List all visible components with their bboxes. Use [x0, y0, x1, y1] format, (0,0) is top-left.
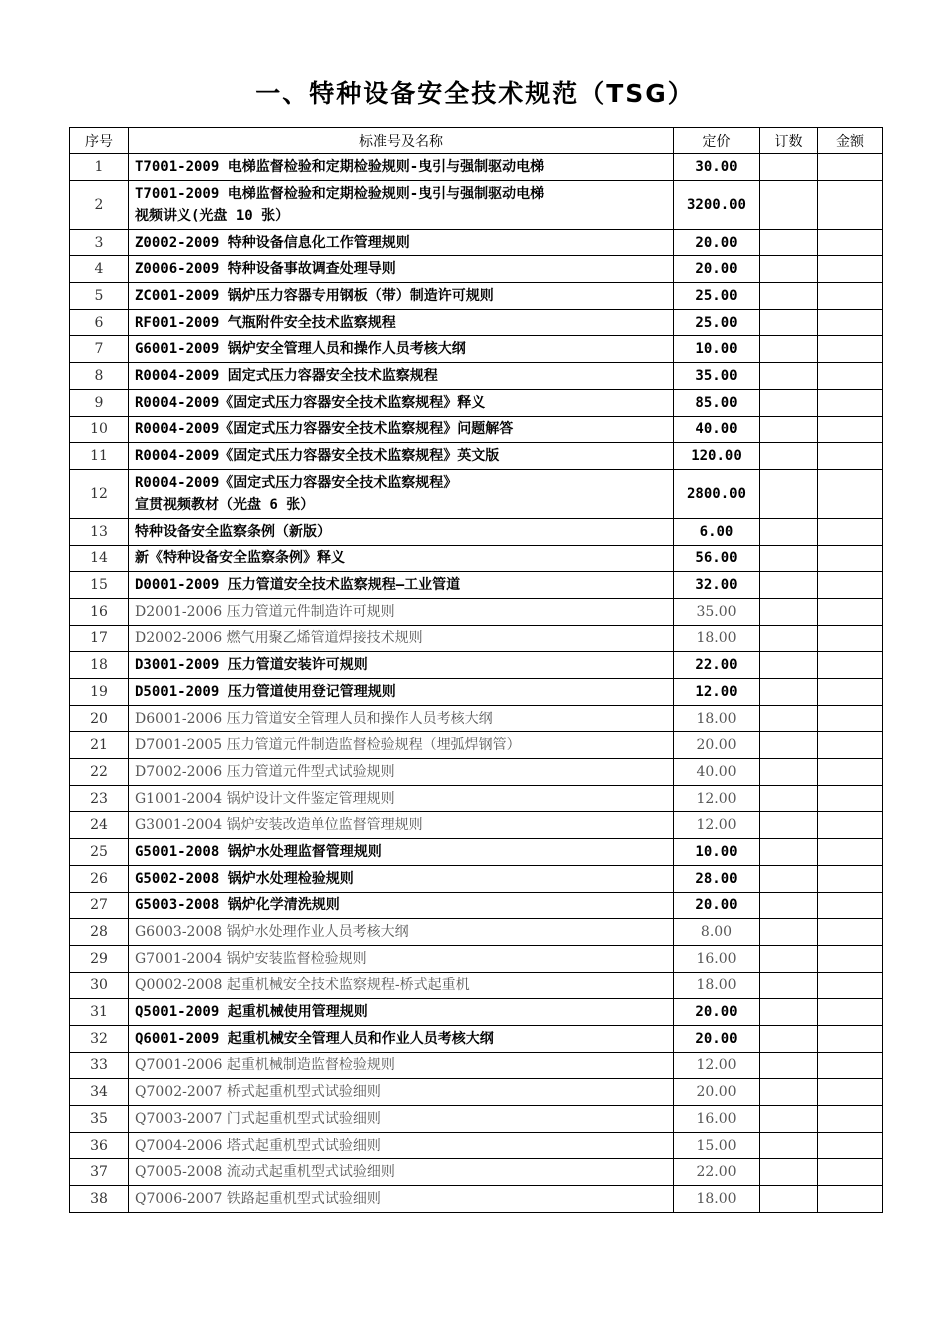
quantity-cell[interactable]: [760, 785, 818, 812]
amount-cell[interactable]: [818, 229, 883, 256]
amount-cell[interactable]: [818, 572, 883, 599]
table-row: [70, 812, 883, 839]
header-no: 序号: [70, 128, 129, 154]
standard-name-line: G6001-2009 锅炉安全管理人员和操作人员考核大纲: [135, 341, 466, 358]
standard-name: [129, 652, 674, 679]
standard-name-line: Z0006-2009 特种设备事故调查处理导则: [135, 261, 396, 278]
table-row: [70, 839, 883, 866]
table-row: [70, 469, 883, 518]
standard-name: [129, 180, 674, 229]
standard-name-line: RF001-2009 气瓶附件安全技术监察规程: [135, 314, 396, 331]
standard-name: [129, 865, 674, 892]
price-cell: 40.00: [674, 416, 760, 443]
amount-cell[interactable]: [818, 598, 883, 625]
row-number: 22: [70, 759, 129, 786]
amount-cell[interactable]: [818, 389, 883, 416]
amount-cell[interactable]: [818, 652, 883, 679]
amount-cell[interactable]: [818, 1106, 883, 1133]
standard-name: [129, 443, 674, 470]
quantity-cell[interactable]: [760, 812, 818, 839]
price-cell: 40.00: [674, 759, 760, 786]
standard-name: [129, 972, 674, 999]
price-cell: 20.00: [674, 892, 760, 919]
price-cell: 15.00: [674, 1132, 760, 1159]
header-qty: 订数: [760, 128, 818, 154]
standard-name: [129, 1025, 674, 1052]
standard-name: [129, 389, 674, 416]
standard-name-line: 新《特种设备安全监察条例》释义: [135, 550, 345, 567]
standard-name: [129, 999, 674, 1026]
price-cell: 12.00: [674, 1052, 760, 1079]
price-cell: 6.00: [674, 518, 760, 545]
price-cell: 35.00: [674, 598, 760, 625]
standard-name-line: R0004-2009 固定式压力容器安全技术监察规程: [135, 367, 438, 384]
table-row: [70, 1186, 883, 1213]
price-cell: 22.00: [674, 652, 760, 679]
table-row: [70, 572, 883, 599]
row-number: 4: [70, 256, 129, 283]
standard-name: [129, 625, 674, 652]
row-number: 7: [70, 336, 129, 363]
standard-name: [129, 785, 674, 812]
standard-name: [129, 679, 674, 706]
standard-name-line: G5003-2008 锅炉化学清洗规则: [135, 897, 340, 914]
amount-cell[interactable]: [818, 283, 883, 310]
price-cell: 16.00: [674, 1106, 760, 1133]
amount-cell[interactable]: [818, 416, 883, 443]
row-number: 6: [70, 309, 129, 336]
quantity-cell[interactable]: [760, 154, 818, 181]
standard-name: [129, 598, 674, 625]
table-row: [70, 679, 883, 706]
price-cell: 85.00: [674, 389, 760, 416]
standard-name: [129, 1052, 674, 1079]
table-row: [70, 545, 883, 572]
catalog-table: [69, 127, 883, 1213]
table-row: [70, 972, 883, 999]
quantity-cell[interactable]: [760, 839, 818, 866]
amount-cell[interactable]: [818, 785, 883, 812]
table-header-row: [70, 128, 883, 154]
quantity-cell[interactable]: [760, 309, 818, 336]
price-cell: 20.00: [674, 256, 760, 283]
amount-cell[interactable]: [818, 812, 883, 839]
table-row: [70, 999, 883, 1026]
standard-name: [129, 839, 674, 866]
quantity-cell[interactable]: [760, 443, 818, 470]
amount-cell[interactable]: [818, 999, 883, 1026]
price-cell: 22.00: [674, 1159, 760, 1186]
price-cell: 12.00: [674, 785, 760, 812]
standard-name: [129, 229, 674, 256]
quantity-cell[interactable]: [760, 1025, 818, 1052]
standard-name-line: Q7003-2007 门式起重机型式试验细则: [135, 1110, 381, 1127]
standard-name-line: G5001-2008 锅炉水处理监督管理规则: [135, 843, 382, 860]
quantity-cell[interactable]: [760, 229, 818, 256]
row-number: 16: [70, 598, 129, 625]
standard-name-line: Q5001-2009 起重机械使用管理规则: [135, 1004, 368, 1021]
price-cell: 12.00: [674, 679, 760, 706]
quantity-cell[interactable]: [760, 865, 818, 892]
table-row: [70, 865, 883, 892]
price-cell: 25.00: [674, 283, 760, 310]
price-cell: 20.00: [674, 229, 760, 256]
price-cell: 10.00: [674, 839, 760, 866]
amount-cell[interactable]: [818, 1159, 883, 1186]
table-row: [70, 1159, 883, 1186]
standard-name-line: D2002-2006 燃气用聚乙烯管道焊接技术规则: [135, 630, 423, 647]
standard-name-line: 视频讲义(光盘 10 张）: [135, 207, 290, 224]
table-row: [70, 652, 883, 679]
standard-name: [129, 545, 674, 572]
price-cell: 2800.00: [674, 469, 760, 518]
row-number: 27: [70, 892, 129, 919]
price-cell: 32.00: [674, 572, 760, 599]
standard-name-line: D7001-2005 压力管道元件制造监督检验规程（埋弧焊钢管）: [135, 737, 521, 754]
row-number: 26: [70, 865, 129, 892]
quantity-cell[interactable]: [760, 598, 818, 625]
standard-name-line: D2001-2006 压力管道元件制造许可规则: [135, 603, 395, 620]
quantity-cell[interactable]: [760, 759, 818, 786]
amount-cell[interactable]: [818, 443, 883, 470]
table-row: [70, 945, 883, 972]
amount-cell[interactable]: [818, 1025, 883, 1052]
row-number: 33: [70, 1052, 129, 1079]
price-cell: 3200.00: [674, 180, 760, 229]
amount-cell[interactable]: [818, 705, 883, 732]
table-row: [70, 732, 883, 759]
price-cell: 16.00: [674, 945, 760, 972]
row-number: 19: [70, 679, 129, 706]
amount-cell[interactable]: [818, 865, 883, 892]
standard-name-line: D6001-2006 压力管道安全管理人员和操作人员考核大纲: [135, 710, 493, 727]
row-number: 36: [70, 1132, 129, 1159]
table-row: [70, 892, 883, 919]
row-number: 3: [70, 229, 129, 256]
standard-name: [129, 705, 674, 732]
standard-name-line: Q0002-2008 起重机械安全技术监察规程-桥式起重机: [135, 977, 470, 994]
quantity-cell[interactable]: [760, 1159, 818, 1186]
standard-name: [129, 1186, 674, 1213]
table-row: [70, 598, 883, 625]
standard-name: [129, 919, 674, 946]
standard-name-line: Q7005-2008 流动式起重机型式试验细则: [135, 1164, 395, 1181]
standard-name: [129, 469, 674, 518]
quantity-cell[interactable]: [760, 469, 818, 518]
price-cell: 18.00: [674, 625, 760, 652]
row-number: 29: [70, 945, 129, 972]
quantity-cell[interactable]: [760, 892, 818, 919]
quantity-cell[interactable]: [760, 1052, 818, 1079]
table-row: [70, 1052, 883, 1079]
row-number: 12: [70, 469, 129, 518]
standard-name-line: 宣贯视频教材（光盘 6 张）: [135, 496, 315, 513]
standard-name: [129, 1106, 674, 1133]
price-cell: 25.00: [674, 309, 760, 336]
price-cell: 20.00: [674, 999, 760, 1026]
table-row: [70, 919, 883, 946]
standard-name-line: G5002-2008 锅炉水处理检验规则: [135, 870, 354, 887]
amount-cell[interactable]: [818, 180, 883, 229]
amount-cell[interactable]: [818, 1132, 883, 1159]
price-cell: 18.00: [674, 705, 760, 732]
row-number: 31: [70, 999, 129, 1026]
standard-name-line: Q7004-2006 塔式起重机型式试验细则: [135, 1137, 381, 1154]
row-number: 23: [70, 785, 129, 812]
price-cell: 30.00: [674, 154, 760, 181]
table-body: [70, 154, 883, 1213]
quantity-cell[interactable]: [760, 256, 818, 283]
quantity-cell[interactable]: [760, 572, 818, 599]
amount-cell[interactable]: [818, 1186, 883, 1213]
standard-name: [129, 892, 674, 919]
standard-name: [129, 732, 674, 759]
standard-name-line: G6003-2008 锅炉水处理作业人员考核大纲: [135, 924, 409, 941]
standard-name-line: R0004-2009《固定式压力容器安全技术监察规程》释义: [135, 394, 486, 411]
amount-cell[interactable]: [818, 336, 883, 363]
price-cell: 10.00: [674, 336, 760, 363]
standard-name-line: ZC001-2009 锅炉压力容器专用钢板（带）制造许可规则: [135, 287, 494, 304]
row-number: 1: [70, 154, 129, 181]
amount-cell[interactable]: [818, 919, 883, 946]
row-number: 14: [70, 545, 129, 572]
price-cell: 20.00: [674, 1025, 760, 1052]
standard-name: [129, 1159, 674, 1186]
standard-name: [129, 1079, 674, 1106]
quantity-cell[interactable]: [760, 545, 818, 572]
amount-cell[interactable]: [818, 625, 883, 652]
row-number: 37: [70, 1159, 129, 1186]
standard-name-line: D7002-2006 压力管道元件型式试验规则: [135, 763, 395, 780]
row-number: 8: [70, 363, 129, 390]
row-number: 10: [70, 416, 129, 443]
standard-name-line: Z0002-2009 特种设备信息化工作管理规则: [135, 234, 410, 251]
table-row: [70, 154, 883, 181]
quantity-cell[interactable]: [760, 283, 818, 310]
price-cell: 12.00: [674, 812, 760, 839]
amount-cell[interactable]: [818, 1052, 883, 1079]
row-number: 30: [70, 972, 129, 999]
price-cell: 56.00: [674, 545, 760, 572]
standard-name: [129, 759, 674, 786]
price-cell: 18.00: [674, 1186, 760, 1213]
quantity-cell[interactable]: [760, 919, 818, 946]
standard-name: [129, 336, 674, 363]
standard-name-line: R0004-2009《固定式压力容器安全技术监察规程》问题解答: [135, 421, 514, 438]
price-cell: 20.00: [674, 732, 760, 759]
quantity-cell[interactable]: [760, 389, 818, 416]
amount-cell[interactable]: [818, 256, 883, 283]
price-cell: 8.00: [674, 919, 760, 946]
row-number: 21: [70, 732, 129, 759]
table-row: [70, 336, 883, 363]
amount-cell[interactable]: [818, 732, 883, 759]
standard-name: [129, 283, 674, 310]
standard-name-line: T7001-2009 电梯监督检验和定期检验规则-曳引与强制驱动电梯: [135, 158, 545, 175]
standard-name: [129, 518, 674, 545]
row-number: 25: [70, 839, 129, 866]
price-cell: 20.00: [674, 1079, 760, 1106]
quantity-cell[interactable]: [760, 1186, 818, 1213]
quantity-cell[interactable]: [760, 518, 818, 545]
price-cell: 18.00: [674, 972, 760, 999]
table-row: [70, 256, 883, 283]
quantity-cell[interactable]: [760, 1079, 818, 1106]
table-row: [70, 309, 883, 336]
standard-name-line: T7001-2009 电梯监督检验和定期检验规则-曳引与强制驱动电梯: [135, 185, 545, 202]
standard-name-line: Q7001-2006 起重机械制造监督检验规则: [135, 1057, 395, 1074]
amount-cell[interactable]: [818, 154, 883, 181]
row-number: 5: [70, 283, 129, 310]
quantity-cell[interactable]: [760, 180, 818, 229]
row-number: 32: [70, 1025, 129, 1052]
quantity-cell[interactable]: [760, 732, 818, 759]
quantity-cell[interactable]: [760, 625, 818, 652]
row-number: 34: [70, 1079, 129, 1106]
standard-name: [129, 256, 674, 283]
header-price: 定价: [674, 128, 760, 154]
row-number: 20: [70, 705, 129, 732]
quantity-cell[interactable]: [760, 1132, 818, 1159]
amount-cell[interactable]: [818, 363, 883, 390]
price-cell: 120.00: [674, 443, 760, 470]
page-title: 一、特种设备安全技术规范（TSG）: [255, 79, 695, 108]
standard-name: [129, 572, 674, 599]
amount-cell[interactable]: [818, 839, 883, 866]
amount-cell[interactable]: [818, 679, 883, 706]
row-number: 18: [70, 652, 129, 679]
standard-name: [129, 812, 674, 839]
header-name: 标准号及名称: [129, 128, 674, 154]
quantity-cell[interactable]: [760, 652, 818, 679]
amount-cell[interactable]: [818, 1079, 883, 1106]
amount-cell[interactable]: [818, 309, 883, 336]
standard-name-line: D0001-2009 压力管道安全技术监察规程—工业管道: [135, 577, 461, 594]
quantity-cell[interactable]: [760, 945, 818, 972]
price-cell: 35.00: [674, 363, 760, 390]
header-amount: 金额: [818, 128, 883, 154]
table-row: [70, 1106, 883, 1133]
row-number: 9: [70, 389, 129, 416]
amount-cell[interactable]: [818, 545, 883, 572]
standard-name-line: Q6001-2009 起重机械安全管理人员和作业人员考核大纲: [135, 1030, 494, 1047]
standard-name: [129, 363, 674, 390]
standard-name-line: G3001-2004 锅炉安装改造单位监督管理规则: [135, 817, 423, 834]
amount-cell[interactable]: [818, 759, 883, 786]
standard-name-line: Q7006-2007 铁路起重机型式试验细则: [135, 1190, 381, 1207]
standard-name-line: D5001-2009 压力管道使用登记管理规则: [135, 683, 396, 700]
standard-name-line: R0004-2009《固定式压力容器安全技术监察规程》英文版: [135, 448, 500, 465]
table-row: [70, 1132, 883, 1159]
price-cell: 28.00: [674, 865, 760, 892]
table-row: [70, 416, 883, 443]
table-row: [70, 705, 883, 732]
row-number: 17: [70, 625, 129, 652]
quantity-cell[interactable]: [760, 705, 818, 732]
table-row: [70, 363, 883, 390]
amount-cell[interactable]: [818, 518, 883, 545]
quantity-cell[interactable]: [760, 363, 818, 390]
table-row: [70, 389, 883, 416]
table-row: [70, 759, 883, 786]
row-number: 24: [70, 812, 129, 839]
standard-name-line: D3001-2009 压力管道安装许可规则: [135, 657, 368, 674]
standard-name: [129, 416, 674, 443]
row-number: 35: [70, 1106, 129, 1133]
row-number: 13: [70, 518, 129, 545]
amount-cell[interactable]: [818, 972, 883, 999]
quantity-cell[interactable]: [760, 1106, 818, 1133]
amount-cell[interactable]: [818, 469, 883, 518]
table-row: [70, 1079, 883, 1106]
table-row: [70, 283, 883, 310]
quantity-cell[interactable]: [760, 679, 818, 706]
quantity-cell[interactable]: [760, 999, 818, 1026]
standard-name: [129, 945, 674, 972]
quantity-cell[interactable]: [760, 972, 818, 999]
row-number: 28: [70, 919, 129, 946]
standard-name-line: G1001-2004 锅炉设计文件鉴定管理规则: [135, 790, 395, 807]
quantity-cell[interactable]: [760, 416, 818, 443]
row-number: 2: [70, 180, 129, 229]
table-row: [70, 785, 883, 812]
row-number: 15: [70, 572, 129, 599]
standard-name-line: R0004-2009《固定式压力容器安全技术监察规程》: [135, 474, 458, 491]
table-row: [70, 229, 883, 256]
standard-name: [129, 309, 674, 336]
table-row: [70, 1025, 883, 1052]
standard-name-line: 特种设备安全监察条例（新版）: [135, 523, 331, 540]
row-number: 11: [70, 443, 129, 470]
standard-name-line: G7001-2004 锅炉安装监督检验规则: [135, 950, 367, 967]
table-row: [70, 443, 883, 470]
amount-cell[interactable]: [818, 945, 883, 972]
amount-cell[interactable]: [818, 892, 883, 919]
standard-name: [129, 1132, 674, 1159]
row-number: 38: [70, 1186, 129, 1213]
table-row: [70, 518, 883, 545]
table-row: [70, 625, 883, 652]
table-row: [70, 180, 883, 229]
standard-name: [129, 154, 674, 181]
quantity-cell[interactable]: [760, 336, 818, 363]
standard-name-line: Q7002-2007 桥式起重机型式试验细则: [135, 1084, 381, 1101]
